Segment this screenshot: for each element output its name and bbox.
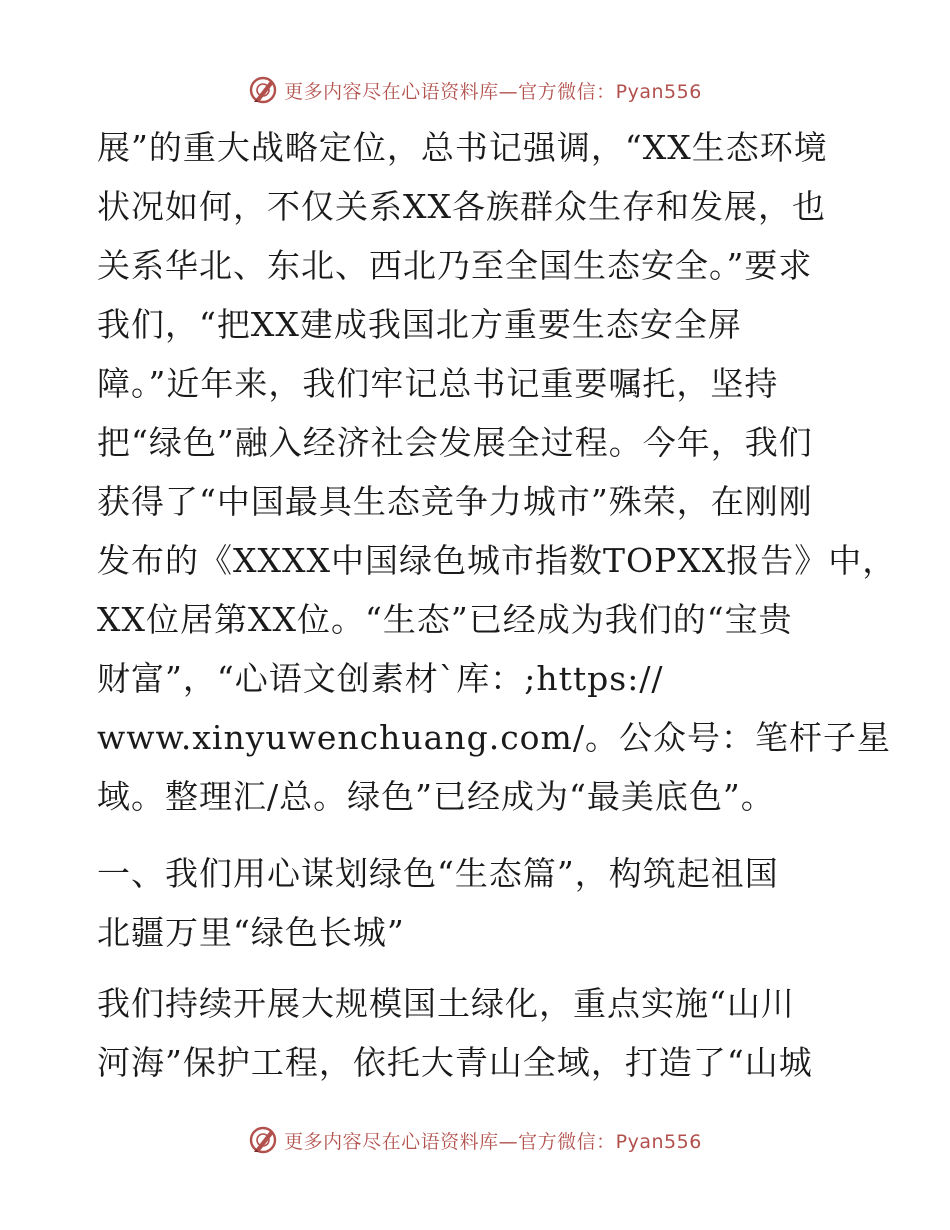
header-watermark-text: 更多内容尽在心语资料库—官方微信：Pyan556 <box>284 80 702 103</box>
pen-logo-icon <box>248 75 278 105</box>
text-line: 状况如何，不仅关系XX各族群众生存和发展，也 <box>97 187 826 226</box>
footer-watermark-text: 更多内容尽在心语资料库—官方微信：Pyan556 <box>284 1130 702 1153</box>
paragraph-1 <box>97 118 897 826</box>
document-body <box>97 118 897 1092</box>
text-line: 关系华北、东北、西北乃至全国生态安全。”要求 <box>97 246 813 285</box>
text-line: 发布的《XXXX中国绿色城市指数TOPXX报告》中， <box>97 541 897 580</box>
text-line: 我们，“把XX建成我国北方重要生态安全屏 <box>97 305 742 344</box>
text-line: 河海”保护工程，依托大青山全域，打造了“山城 <box>97 1043 813 1082</box>
pen-logo-icon <box>248 1125 278 1155</box>
text-line: 财富”，“心语文创素材`库：;https:// <box>97 659 664 698</box>
text-line: 展”的重大战略定位，总书记强调，“XX生态环境 <box>97 128 828 167</box>
heading-line: 一、我们用心谋划绿色“生态篇”，构筑起祖国 <box>97 854 779 893</box>
text-line: 障。”近年来，我们牢记总书记重要嘱托，坚持 <box>97 364 779 403</box>
paragraph-gap <box>97 826 867 844</box>
text-line: XX位居第XX位。“生态”已经成为我们的“宝贵 <box>97 600 793 639</box>
text-line: 域。整理汇/总。绿色”已经成为“最美底色”。 <box>97 777 775 816</box>
heading-line: 北疆万里“绿色长城” <box>97 913 405 952</box>
section-heading-1 <box>97 844 867 962</box>
paragraph-gap <box>97 962 867 974</box>
text-line: www.xinyuwenchuang.com/。公众号：笔杆子星 <box>97 718 891 757</box>
header-watermark <box>0 70 950 110</box>
paragraph-2 <box>97 974 867 1092</box>
footer-watermark <box>0 1120 950 1160</box>
text-line: 把“绿色”融入经济社会发展全过程。今年，我们 <box>97 423 813 462</box>
text-line: 我们持续开展大规模国土绿化，重点实施“山川 <box>97 984 795 1023</box>
text-line: 获得了“中国最具生态竞争力城市”殊荣，在刚刚 <box>97 482 813 521</box>
